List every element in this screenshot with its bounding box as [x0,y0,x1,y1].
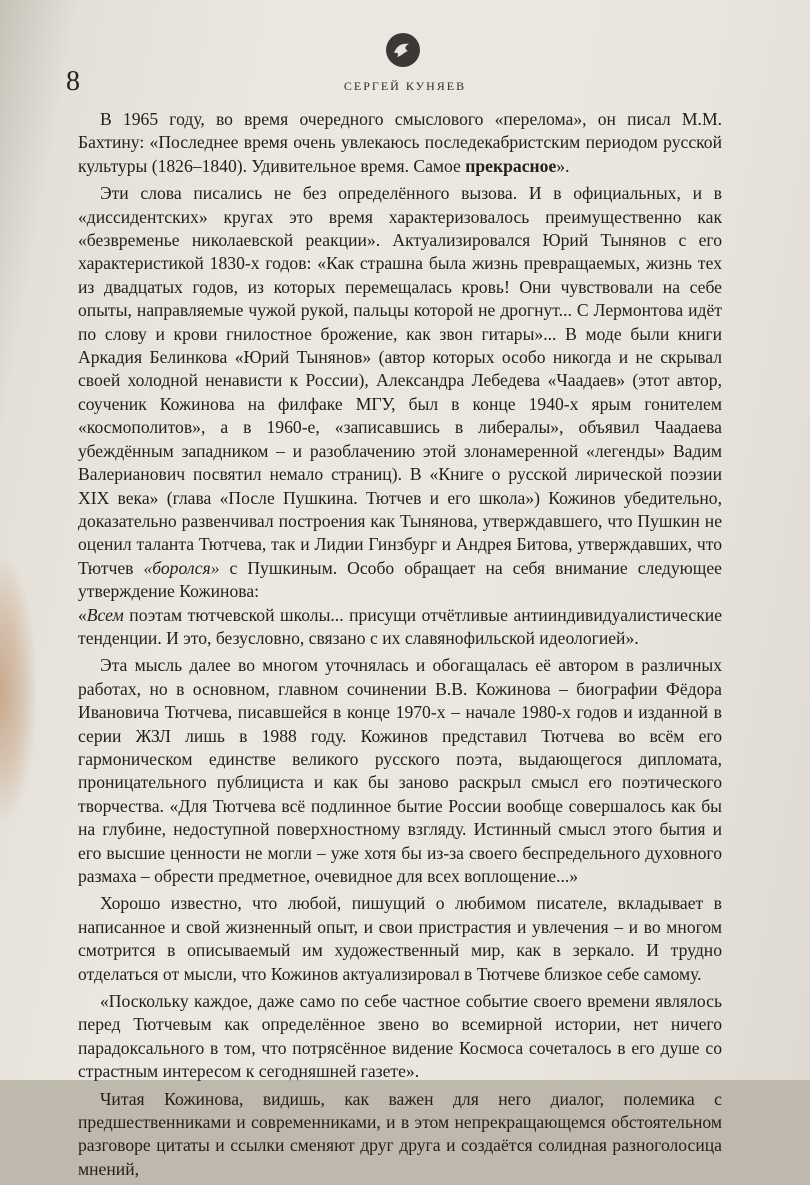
paragraph: Читая Кожинова, видишь, как важен для него диалог, полемика с предшественниками и современниками, и в этом непрекращающемся обстоятельном разговоре цитаты и ссылки сменяют друг друга и создаётся солидная разноголосица мнений, [78,1088,722,1179]
emphasis-italic: «боролся» [143,557,220,578]
paragraph: Хорошо известно, что любой, пишущий о любимом писателе, вкладывает в написанное и свой жизненный опыт, и свои пристрастия и увлечения – и во многом смотрится в описываемый им художественный мир, как в зеркало. И трудно отделаться от мысли, что Кожинов актуализировал в Тютчеве близкое себе самому. [78,893,722,984]
paragraph: «Поскольку каждое, даже само по себе частное событие своего времени являлось перед Тютчевым как определённое звено во всемирной истории, нет ничего парадоксального в том, что потрясённое видение Космоса сочеталось в его душе со страстным интересом к сегодняшней газете». [78,991,722,1082]
publisher-emblem-icon [386,33,420,67]
paragraph: Эти слова писались не без определённого вызова. И в официальных, и в «диссидентских» кругах это время характеризовалось преимущественно как «безвременье николаевской реакции». Актуализировался Юрий Тынянов с его характеристикой 1830-х годов: «Как страшна была жизнь превращаемых, жизнь тех из двадцатых годов, из которых перемещалась кровь! Они чувствовали на себе опыты, направляемые чужой рукой, пальцы которой не дрогнут... С Лермонтова идёт по слову и крови гнилостное брожение, как звон гитары»... В моде были книги Аркадия Белинкова «Юрий Тынянов» (автор которых особо никогда и не скрывал своей холодной ненависти к России), Александра Лебедева «Чаадаев» (этот автор, соученик Кожинова на филфаке МГУ, был в конце 1940-х ярым гонителем «космополитов», а в 1960-е, «записавшись в либералы», объявил Чаадаева убеждённым западником – и разоблачению этой злонамеренной «легенды» Вадим Валерианович посвятил немало страниц). В «Книге о русской лирической поэзии XIX века» (глава «После Пушкина. Тютчев и его школа») Кожинов убедительно, доказательно развенчивал построения как Тынянова, утверждавшего, что Пушкин не оценил таланта Тютчева, так и Лидии Гинзбург и Андрея Битова, утверждавших, что Тютчев «боролся» с Пушкиным. Особо обращает на себя внимание следующее утверждение Кожинова: [78,183,722,602]
finger-shadow [0,560,36,820]
page-number: 8 [66,66,80,97]
emphasis-bold: прекрасное [465,155,557,176]
paragraph: В 1965 году, во время очередного смыслового «перелома», он писал М.М. Бахтину: «Последнее время очень увлекаюсь последекабристским периодом русской культуры (1826–1840). Удивительное время. Самое прекрасное». [78,109,722,176]
emphasis-italic: Всем [86,604,124,625]
paragraph: Эта мысль далее во многом уточнялась и обогащалась её автором в различных работах, но в основном, главном сочинении В.В. Кожинова – биографии Фёдора Ивановича Тютчева, писавшейся в конце 1970-х – начале 1980-х годов и изданной в серии ЖЗЛ лишь в 1988 году. Кожинов представил Тютчева во всём его гармоническом единстве великого русского поэта, выдающегося дипломата, проницательного публициста и как бы заново раскрыл смысл его поэтического творчества. «Для Тютчева всё подлинное бытие России вообще совершалось как бы на глубине, недоступной поверхностному взгляду. Истинный смысл этого бытия и его высшие ценности не могли – уже хотя бы из-за своего беспредельного духовного размаха – обрести предметное, очевидное для всех воплощение...» [78,655,722,886]
running-head: СЕРГЕЙ КУНЯЕВ [343,79,467,93]
body-text [78,108,722,1185]
quote-paragraph: «Всем поэтам тютчевской школы... присущи отчётливые антииндивидуалистические тенденции. И это, безусловно, связано с их славянофильской идеологией». [78,604,722,648]
